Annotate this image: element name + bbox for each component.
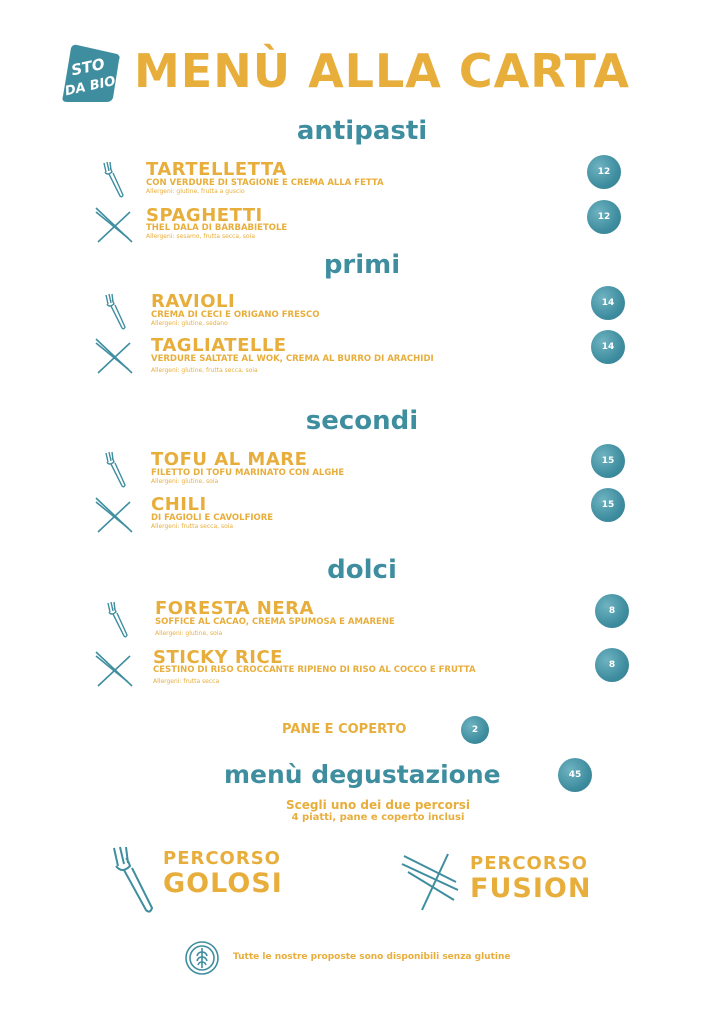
section-title-antipasti: antipasti [296,116,428,146]
route-golosi-line1: PERCORSO [163,848,281,869]
fork-icon [100,600,140,640]
fork-icon [104,846,160,916]
price-badge: 2 [461,716,489,744]
dish-allergens: Allergeni: glutine, sedano [151,320,228,327]
price-badge: 45 [558,758,592,792]
price-badge: 8 [595,648,629,682]
tasting-note: 4 piatti, pane e coperto inclusi [291,812,465,823]
price-badge: 15 [591,444,625,478]
dish-name: RAVIOLI [151,291,236,312]
chopsticks-icon [94,337,134,377]
price-badge: 12 [587,155,621,189]
fork-icon [96,160,136,200]
chopsticks-icon [94,496,134,536]
price-badge: 12 [587,200,621,234]
gluten-free-icon [184,940,220,976]
dish-name: SPAGHETTI [146,205,263,226]
logo [55,42,123,106]
logo-text-line2: DA BIO [63,73,117,100]
dish-name: TOFU AL MARE [151,449,308,470]
dish-name: STICKY RICE [153,647,283,668]
section-title-secondi: secondi [305,406,419,436]
page-title: MENÙ ALLA CARTA [134,44,631,98]
route-golosi-line2: GOLOSI [163,868,283,899]
chopsticks-icon [398,850,464,916]
dish-allergens: Allergeni: glutine, soia [155,630,223,637]
price-badge: 14 [591,286,625,320]
route-fusion-line1: PERCORSO [470,853,588,874]
tasting-menu-title: menù degustazione [224,760,501,789]
dish-description: CON VERDURE DI STAGIONE E CREMA ALLA FETTA [146,178,384,188]
dish-description: SOFFICE AL CACAO, CREMA SPUMOSA E AMARENE [155,617,395,627]
logo-text-line1: STO [69,54,107,80]
price-badge: 15 [591,488,625,522]
dish-name: TAGLIATELLE [151,335,287,356]
dish-description: CESTINO DI RISO CROCCANTE RIPIENO DI RISO AL COCCO E FRUTTA [153,665,476,675]
section-title-primi: primi [323,250,401,280]
price-badge: 8 [595,594,629,628]
dish-description: FILETTO DI TOFU MARINATO CON ALGHE [151,468,345,478]
bread-cover-label: PANE E COPERTO [282,722,407,737]
dish-allergens: Allergeni: frutta secca, soia [151,523,234,530]
dish-allergens: Allergeni: glutine, frutta secca, soia [151,367,258,374]
dish-description: CREMA DI CECI E ORIGANO FRESCO [151,310,320,320]
tasting-subtitle: Scegli uno dei due percorsi [285,798,471,812]
dish-allergens: Allergeni: glutine, frutta a guscio [146,188,245,195]
dish-name: CHILI [151,494,207,515]
dish-name: FORESTA NERA [155,598,314,619]
dish-description: DI FAGIOLI E CAVOLFIORE [151,513,274,523]
dish-name: TARTELLETTA [146,159,287,180]
dish-allergens: Allergeni: glutine, soia [151,478,219,485]
fork-icon [98,292,138,332]
route-fusion-line2: FUSION [470,873,592,904]
dish-description: VERDURE SALTATE AL WOK, CREMA AL BURRO DI ARACHIDI [151,354,434,364]
fork-icon [98,450,138,490]
section-title-dolci: dolci [327,555,397,585]
dish-allergens: Allergeni: sesamo, frutta secca, soia [146,233,256,240]
chopsticks-icon [94,206,134,246]
price-badge: 14 [591,330,625,364]
footer-note: Tutte le nostre proposte sono disponibili senza glutine [233,952,511,962]
dish-allergens: Allergeni: frutta secca [153,678,220,685]
chopsticks-icon [94,650,134,690]
dish-description: THEL DALA DI BARBABIETOLE [146,223,288,233]
